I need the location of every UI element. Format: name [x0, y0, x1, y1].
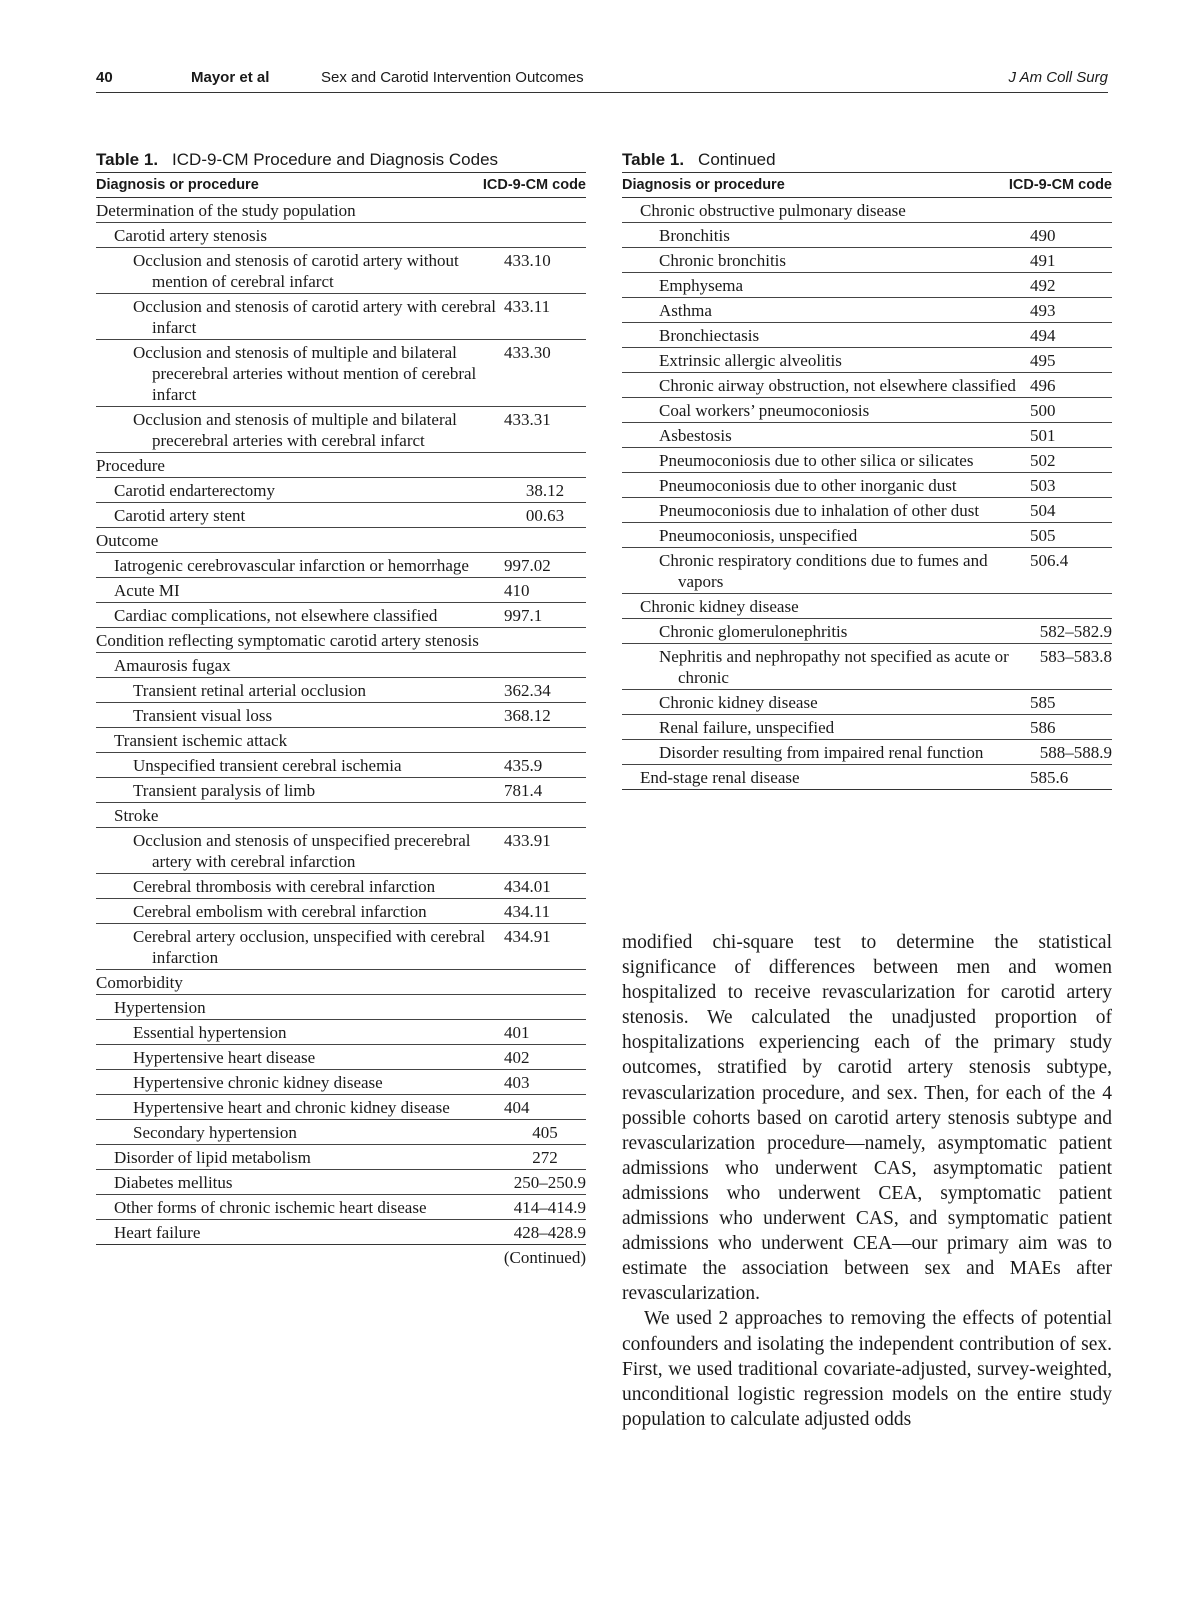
table-body [96, 198, 586, 1245]
table-row [622, 248, 1112, 273]
table-row [96, 294, 586, 340]
diagnosis-cell: Cerebral artery occlusion, unspecified with cerebral infarction [133, 927, 486, 967]
code-cell: 505 [1030, 526, 1056, 545]
code-cell: 492 [1030, 276, 1056, 295]
diagnosis-cell: Outcome [96, 531, 159, 550]
diagnosis-cell: Occlusion and stenosis of multiple and bilateral precerebral arteries with cerebral infarct [133, 410, 457, 450]
table-row [96, 603, 586, 628]
page-number: 40 [96, 69, 113, 86]
diagnosis-cell: Stroke [114, 806, 159, 825]
col-header-code: ICD-9-CM code [482, 177, 586, 193]
diagnosis-cell: Chronic obstructive pulmonary disease [640, 201, 906, 220]
table-row [622, 448, 1112, 473]
table-row [622, 498, 1112, 523]
table-row [622, 198, 1112, 223]
table-row [96, 924, 586, 970]
diagnosis-cell: Chronic kidney disease [659, 693, 818, 712]
table-row [96, 703, 586, 728]
table-row [96, 753, 586, 778]
table-row [96, 803, 586, 828]
diagnosis-cell: Occlusion and stenosis of multiple and bilateral precerebral arteries without mention of cerebral infarct [133, 343, 477, 404]
table-row [622, 740, 1112, 765]
table-row [96, 1045, 586, 1070]
table-row [96, 223, 586, 248]
diagnosis-cell: Pneumoconiosis due to other inorganic dust [659, 476, 957, 495]
diagnosis-cell: Disorder resulting from impaired renal function [659, 743, 984, 762]
diagnosis-cell: Carotid artery stenosis [114, 226, 267, 245]
code-cell [504, 655, 586, 676]
table-row [622, 619, 1112, 644]
table-row [96, 198, 586, 223]
journal-name: J Am Coll Surg [1008, 69, 1108, 86]
code-cell: 502 [1030, 451, 1056, 470]
code-cell: 495 [1030, 351, 1056, 370]
table-row [622, 594, 1112, 619]
code-cell: 434.01 [504, 877, 551, 896]
diagnosis-cell: Acute MI [114, 581, 180, 600]
table-title: ICD-9-CM Procedure and Diagnosis Codes [172, 150, 499, 169]
diagnosis-cell: Pneumoconiosis, unspecified [659, 526, 858, 545]
code-cell [504, 200, 586, 221]
diagnosis-cell: Chronic kidney disease [640, 597, 799, 616]
diagnosis-cell: Condition reflecting symptomatic carotid artery stenosis [96, 631, 479, 650]
diagnosis-cell: Extrinsic allergic alveolitis [659, 351, 842, 370]
code-cell [1030, 200, 1112, 221]
diagnosis-cell: End-stage renal disease [640, 768, 800, 787]
code-cell: 997.02 [504, 556, 551, 575]
table-row [96, 1070, 586, 1095]
body-paragraph: modified chi-square test to determine the statistical significance of differences between men and women hospitalized to receive revascularization for carotid artery stenosis. We calculated the unadjusted proportion of hospitalizations experiencing each of the primary study outcomes, stratified by carotid artery stenosis subtype, revascularization procedure, and sex. Then, for each of the 4 possible cohorts based on carotid artery stenosis subtype and revascularization procedure—namely, asymptomatic patient admissions who underwent CAS, asymptomatic patient admissions who underwent CEA, symptomatic patient admissions who underwent CAS, and symptomatic patient admissions who underwent CEA—our primary aim was to estimate the association between sex and MAEs after revascularization. [622, 932, 1112, 1305]
code-cell: 362.34 [504, 681, 551, 700]
diagnosis-cell: Diabetes mellitus [114, 1173, 233, 1192]
diagnosis-cell: Cerebral thrombosis with cerebral infarction [133, 877, 436, 896]
code-cell: 250–250.9 [513, 1173, 586, 1192]
code-cell: 433.91 [504, 831, 551, 850]
code-cell [1030, 596, 1112, 617]
code-cell: 404 [504, 1098, 530, 1117]
table-row [96, 653, 586, 678]
code-cell: 494 [1030, 326, 1056, 345]
body-text [622, 930, 1112, 1432]
col-header-diagnosis: Diagnosis or procedure [96, 177, 259, 193]
diagnosis-cell: Carotid endarterectomy [114, 481, 275, 500]
diagnosis-cell: Nephritis and nephropathy not specified as acute or chronic [659, 647, 1009, 687]
table-row [622, 373, 1112, 398]
diagnosis-cell: Other forms of chronic ischemic heart disease [114, 1198, 427, 1217]
diagnosis-cell: Chronic airway obstruction, not elsewhere classified [659, 376, 1016, 395]
table-row [96, 995, 586, 1020]
table-row [96, 874, 586, 899]
table-row [96, 1020, 586, 1045]
running-title: Sex and Carotid Intervention Outcomes [321, 69, 584, 86]
code-cell: 781.4 [504, 781, 543, 800]
table-row [96, 578, 586, 603]
code-cell: 38.12 [525, 481, 565, 500]
table-right [622, 148, 1112, 790]
table-row [622, 765, 1112, 790]
code-cell: 435.9 [504, 756, 543, 775]
code-cell: 434.11 [504, 902, 551, 921]
running-header [96, 68, 1108, 93]
table-caption [622, 148, 1112, 173]
code-cell [504, 455, 586, 476]
diagnosis-cell: Hypertension [114, 998, 206, 1017]
table-row [96, 1145, 586, 1170]
code-cell: 403 [504, 1073, 530, 1092]
code-cell: 997.1 [504, 606, 543, 625]
diagnosis-cell: Coal workers’ pneumoconiosis [659, 401, 870, 420]
table-row [96, 248, 586, 294]
diagnosis-cell: Occlusion and stenosis of carotid artery with cerebral infarct [133, 297, 497, 337]
table-row [622, 523, 1112, 548]
table-header-row [622, 173, 1112, 198]
code-cell: 490 [1030, 226, 1056, 245]
table-row [96, 553, 586, 578]
table-row [622, 548, 1112, 594]
code-cell: 402 [504, 1048, 530, 1067]
diagnosis-cell: Comorbidity [96, 973, 183, 992]
code-cell: 434.91 [504, 927, 551, 946]
table-caption [96, 148, 586, 173]
table-row [96, 899, 586, 924]
col-header-diagnosis: Diagnosis or procedure [622, 177, 785, 193]
code-cell [504, 225, 586, 246]
table-row [96, 678, 586, 703]
diagnosis-cell: Asbestosis [659, 426, 732, 445]
table-row [622, 223, 1112, 248]
table-row [96, 628, 586, 653]
running-authors: Mayor et al [191, 69, 270, 86]
diagnosis-cell: Emphysema [659, 276, 744, 295]
table-row [622, 715, 1112, 740]
diagnosis-cell: Essential hypertension [133, 1023, 287, 1042]
diagnosis-cell: Bronchitis [659, 226, 730, 245]
code-cell: 491 [1030, 251, 1056, 270]
body-paragraph: We used 2 approaches to removing the effects of potential confounders and isolating the independent contribution of sex. First, we used traditional covariate-adjusted, survey-weighted, unconditional logistic regression models on the entire study population to calculate adjusted odds [622, 1308, 1112, 1430]
table-row [622, 398, 1112, 423]
code-cell: 496 [1030, 376, 1056, 395]
code-cell: 433.30 [504, 343, 551, 362]
code-cell: 433.11 [504, 297, 551, 316]
code-cell: 00.63 [525, 506, 565, 525]
code-cell: 501 [1030, 426, 1056, 445]
diagnosis-cell: Determination of the study population [96, 201, 356, 220]
table-row [96, 528, 586, 553]
table-row [96, 453, 586, 478]
table-row [622, 423, 1112, 448]
code-cell [504, 997, 586, 1018]
table-row [96, 828, 586, 874]
table-row [96, 728, 586, 753]
code-cell: 588–588.9 [1039, 743, 1112, 762]
diagnosis-cell: Hypertensive heart disease [133, 1048, 316, 1067]
diagnosis-cell: Secondary hypertension [133, 1123, 297, 1142]
table-row [96, 1220, 586, 1245]
diagnosis-cell: Occlusion and stenosis of unspecified precerebral artery with cerebral infarction [133, 831, 471, 871]
diagnosis-cell: Hypertensive heart and chronic kidney disease [133, 1098, 450, 1117]
diagnosis-cell: Hypertensive chronic kidney disease [133, 1073, 383, 1092]
diagnosis-cell: Chronic respiratory conditions due to fumes and vapors [659, 551, 988, 591]
table-row [96, 340, 586, 407]
code-cell: 506.4 [1030, 551, 1069, 570]
diagnosis-cell: Amaurosis fugax [114, 656, 231, 675]
diagnosis-cell: Unspecified transient cerebral ischemia [133, 756, 402, 775]
table-row [96, 970, 586, 995]
diagnosis-cell: Renal failure, unspecified [659, 718, 835, 737]
diagnosis-cell: Transient paralysis of limb [133, 781, 316, 800]
code-cell [504, 805, 586, 826]
diagnosis-cell: Carotid artery stent [114, 506, 246, 525]
table-label: Table 1. [96, 150, 159, 169]
diagnosis-cell: Disorder of lipid metabolism [114, 1148, 311, 1167]
code-cell: 405 [532, 1123, 558, 1142]
table-row [96, 1170, 586, 1195]
table-body [622, 198, 1112, 790]
code-cell: 500 [1030, 401, 1056, 420]
diagnosis-cell: Bronchiectasis [659, 326, 760, 345]
table-row [96, 407, 586, 453]
code-cell: 368.12 [504, 706, 551, 725]
code-cell [504, 972, 586, 993]
continued-note: (Continued) [503, 1248, 586, 1267]
table-row [622, 348, 1112, 373]
diagnosis-cell: Pneumoconiosis due to inhalation of other dust [659, 501, 980, 520]
diagnosis-cell: Transient retinal arterial occlusion [133, 681, 367, 700]
code-cell: 582–582.9 [1039, 622, 1112, 641]
code-cell: 493 [1030, 301, 1056, 320]
diagnosis-cell: Chronic bronchitis [659, 251, 787, 270]
code-cell [504, 630, 586, 651]
code-cell: 414–414.9 [513, 1198, 586, 1217]
table-row [622, 323, 1112, 348]
code-cell: 585 [1030, 693, 1056, 712]
table-row [622, 298, 1112, 323]
diagnosis-cell: Transient ischemic attack [114, 731, 288, 750]
diagnosis-cell: Occlusion and stenosis of carotid artery without mention of cerebral infarct [133, 251, 459, 291]
table-header-row [96, 173, 586, 198]
table-row [622, 644, 1112, 690]
table-row [622, 690, 1112, 715]
table-row [96, 778, 586, 803]
code-cell [504, 730, 586, 751]
code-cell: 585.6 [1030, 768, 1069, 787]
diagnosis-cell: Pneumoconiosis due to other silica or silicates [659, 451, 974, 470]
diagnosis-cell: Cardiac complications, not elsewhere classified [114, 606, 438, 625]
table-row [96, 1095, 586, 1120]
table-row [622, 273, 1112, 298]
diagnosis-cell: Iatrogenic cerebrovascular infarction or hemorrhage [114, 556, 469, 575]
table-title: Continued [698, 150, 776, 169]
code-cell: 272 [532, 1148, 558, 1167]
code-cell: 433.31 [504, 410, 551, 429]
diagnosis-cell: Cerebral embolism with cerebral infarction [133, 902, 427, 921]
code-cell: 428–428.9 [513, 1223, 586, 1242]
code-cell: 503 [1030, 476, 1056, 495]
diagnosis-cell: Asthma [659, 301, 712, 320]
table-label: Table 1. [622, 150, 685, 169]
code-cell: 433.10 [504, 251, 551, 270]
table-row [622, 473, 1112, 498]
table-row [96, 503, 586, 528]
code-cell: 401 [504, 1023, 530, 1042]
code-cell [504, 530, 586, 551]
code-cell: 586 [1030, 718, 1056, 737]
table-row [96, 1120, 586, 1145]
code-cell: 410 [504, 581, 530, 600]
code-cell: 583–583.8 [1039, 647, 1112, 666]
col-header-code: ICD-9-CM code [1008, 177, 1112, 193]
table-left [96, 148, 586, 1268]
table-row [96, 478, 586, 503]
diagnosis-cell: Heart failure [114, 1223, 201, 1242]
code-cell: 504 [1030, 501, 1056, 520]
table-row [96, 1195, 586, 1220]
diagnosis-cell: Chronic glomerulonephritis [659, 622, 848, 641]
diagnosis-cell: Procedure [96, 456, 165, 475]
diagnosis-cell: Transient visual loss [133, 706, 273, 725]
